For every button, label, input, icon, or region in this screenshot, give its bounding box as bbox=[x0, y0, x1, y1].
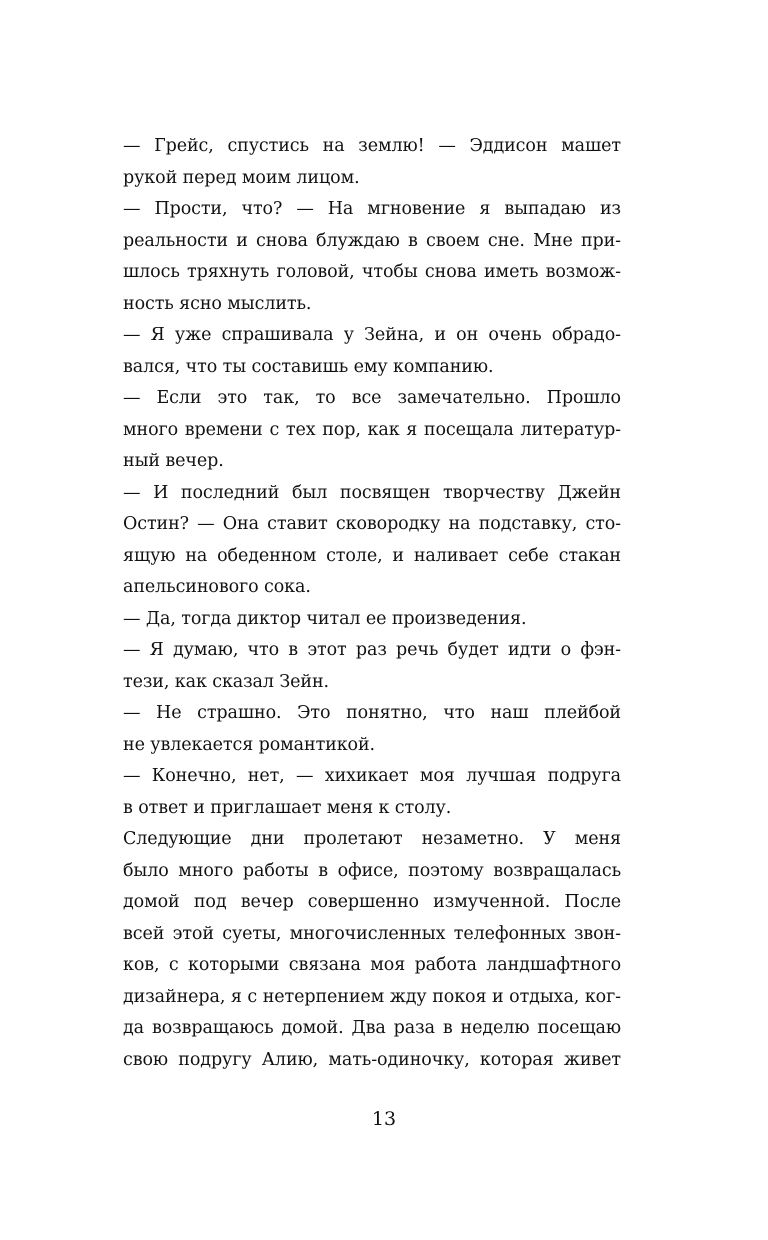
text-line: — Грейс, спустись на землю! — Эддисон машет bbox=[123, 136, 621, 156]
text-line: — Конечно, нет, — хихикает моя лучшая подруга bbox=[123, 766, 621, 786]
text-line: домой под вечер совершенно измученной. После bbox=[123, 892, 621, 912]
text-line: тези, как сказал Зейн. bbox=[123, 671, 330, 692]
page-number: 13 bbox=[371, 1108, 397, 1130]
text-line: реальности и снова блуждаю в своем сне. Мне при- bbox=[123, 230, 621, 251]
text-line: — Я думаю, что в этот раз речь будет идти о фэн- bbox=[123, 640, 621, 660]
text-line: апельсинового сока. bbox=[123, 577, 311, 597]
text-line: Следующие дни пролетают незаметно. У меня bbox=[123, 829, 621, 849]
text-line: ков, с которыми связана моя работа ландшафтного bbox=[123, 955, 621, 975]
text-line: — Я уже спрашивала у Зейна, и он очень обрадо- bbox=[123, 325, 621, 345]
text-line: — И последний был посвящен творчеству Джейн bbox=[123, 482, 621, 503]
body-text bbox=[123, 131, 621, 1076]
text-line: — Да, тогда диктор читал ее произведения. bbox=[123, 608, 527, 629]
text-line: ящую на обеденном столе, и наливает себе стакан bbox=[123, 545, 621, 566]
text-line: много времени с тех пор, как я посещала литератур- bbox=[123, 419, 621, 440]
text-line: Остин? — Она ставит сковородку на подставку, сто- bbox=[123, 514, 621, 534]
text-line: свою подругу Алию, мать-одиночку, которая живет bbox=[123, 1049, 621, 1070]
text-line: — Прости, что? — На мгновение я выпадаю из bbox=[123, 199, 621, 219]
text-line: — Не страшно. Это понятно, что наш плейбой bbox=[123, 703, 621, 723]
text-line: всей этой суеты, многочисленных телефонных звон- bbox=[123, 923, 621, 944]
text-line: ность ясно мыслить. bbox=[123, 293, 312, 314]
text-line: ный вечер. bbox=[123, 451, 224, 471]
text-line: в ответ и приглашает меня к столу. bbox=[123, 797, 452, 818]
text-line: не увлекается романтикой. bbox=[123, 734, 376, 755]
text-line: было много работы в офисе, поэтому возвращалась bbox=[123, 860, 621, 881]
text-line: вался, что ты составишь ему компанию. bbox=[123, 356, 494, 377]
text-line: дизайнера, я с нетерпением жду покоя и отдыха, ког- bbox=[123, 986, 621, 1007]
text-line: — Если это так, то все замечательно. Прошло bbox=[123, 388, 621, 408]
text-line: да возвращаюсь домой. Два раза в неделю посещаю bbox=[123, 1018, 621, 1038]
text-line: шлось тряхнуть головой, чтобы снова иметь возмож- bbox=[123, 262, 621, 282]
text-line: рукой перед моим лицом. bbox=[123, 167, 360, 188]
